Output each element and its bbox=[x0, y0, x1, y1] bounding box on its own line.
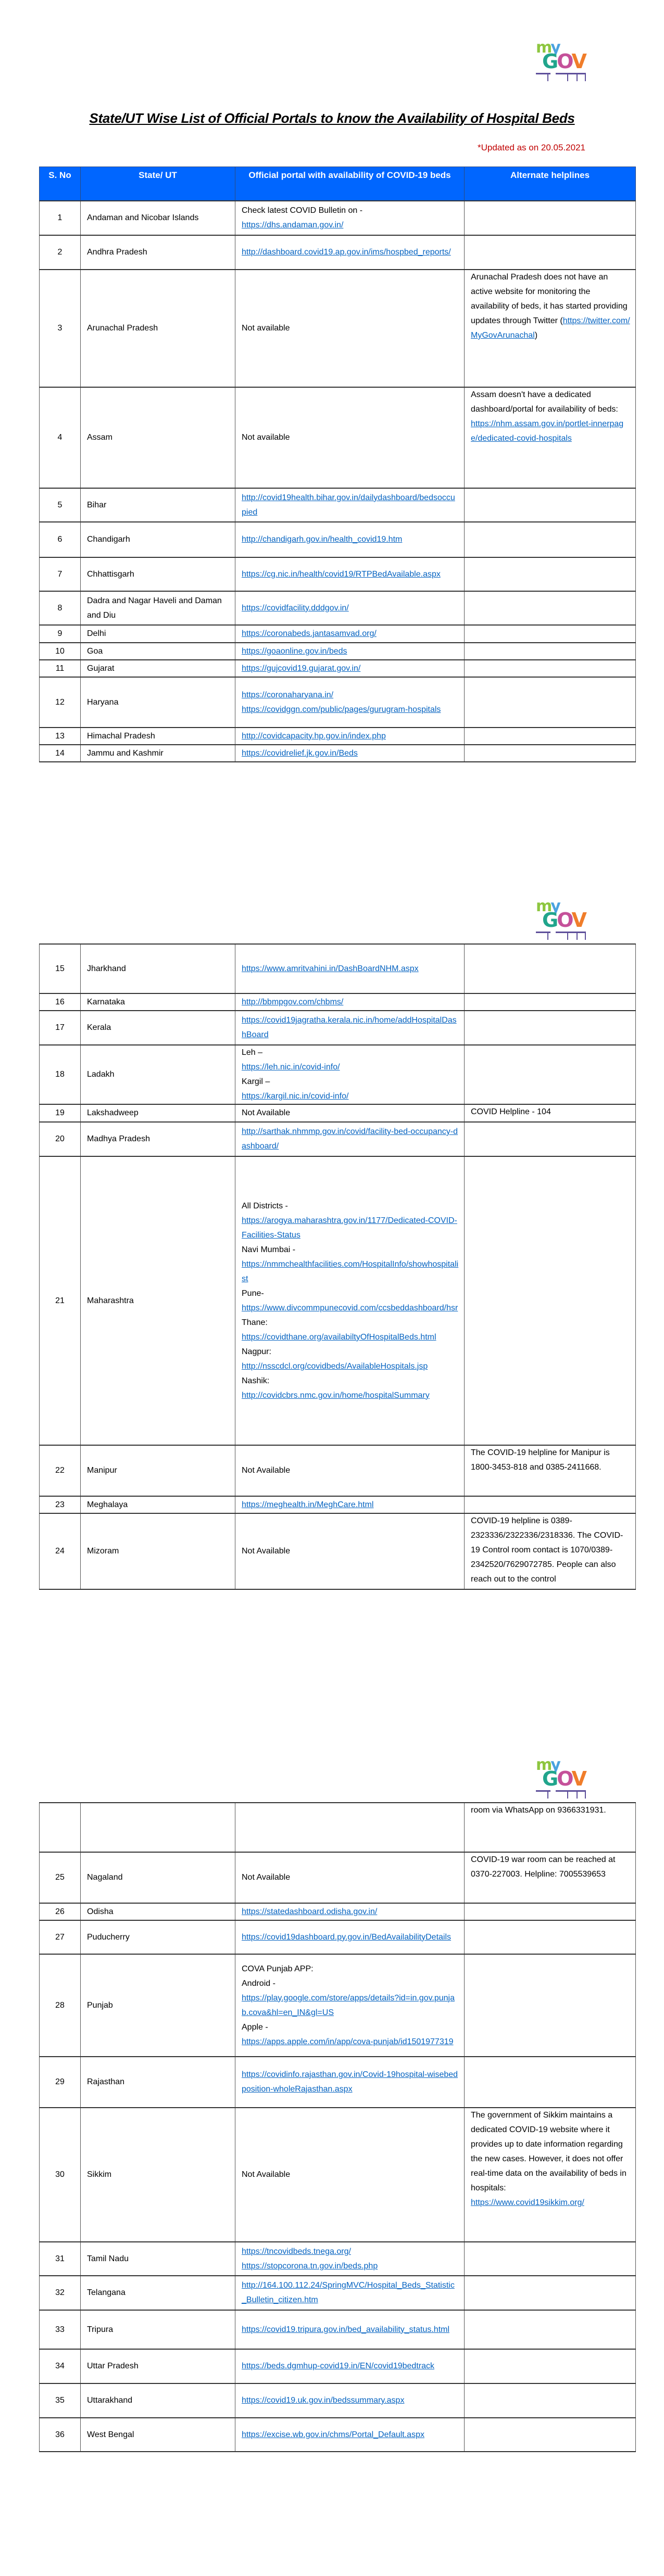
helpline-cell bbox=[465, 677, 636, 728]
table-row bbox=[40, 625, 636, 643]
table-row bbox=[40, 2349, 636, 2383]
portal-link[interactable]: https://meghealth.in/MeghCare.html bbox=[242, 1500, 374, 1509]
state-cell: Lakshadweep bbox=[81, 1104, 235, 1122]
cell-text: Not Available bbox=[242, 1547, 291, 1555]
sno-cell: 13 bbox=[40, 728, 81, 745]
sno-cell: 35 bbox=[40, 2383, 81, 2418]
helpline-cell bbox=[465, 1156, 636, 1445]
table-row bbox=[40, 1045, 636, 1104]
portal-link[interactable]: https://covidrelief.jk.gov.in/Beds bbox=[242, 748, 358, 758]
mygov-logo: my GOV bbox=[535, 900, 587, 941]
helpline-cell bbox=[465, 591, 636, 625]
portal-link[interactable]: https://covid19.uk.gov.in/bedssummary.aspx bbox=[242, 2396, 405, 2405]
state-cell: Kerala bbox=[81, 1011, 235, 1045]
helpline-cell bbox=[465, 1445, 636, 1496]
table-row bbox=[40, 1156, 636, 1445]
cell-text: ) bbox=[534, 331, 538, 340]
helpline-cell bbox=[465, 2349, 636, 2383]
helpline-cell bbox=[465, 2276, 636, 2310]
portal-link[interactable]: https://tncovidbeds.tnega.org/ bbox=[242, 2247, 351, 2256]
state-cell: Delhi bbox=[81, 625, 235, 643]
portal-cell bbox=[235, 1156, 465, 1445]
table-row bbox=[40, 201, 636, 235]
state-cell: Haryana bbox=[81, 677, 235, 728]
portal-cell bbox=[235, 745, 465, 762]
sno-cell: 20 bbox=[40, 1122, 81, 1156]
helpline-cell bbox=[465, 2057, 636, 2108]
state-cell: Madhya Pradesh bbox=[81, 1122, 235, 1156]
helpline-cell bbox=[465, 1513, 636, 1589]
table-row bbox=[40, 944, 636, 993]
portal-cell bbox=[235, 1920, 465, 1954]
helpline-cell bbox=[465, 522, 636, 557]
table-row bbox=[40, 1920, 636, 1954]
portal-cell bbox=[235, 1122, 465, 1156]
helpline-cell bbox=[465, 2418, 636, 2452]
portal-cell bbox=[235, 522, 465, 557]
state-cell: Dadra and Nagar Haveli and Daman and Diu bbox=[81, 591, 235, 625]
cell-text: Pune- bbox=[242, 1289, 264, 1298]
portal-cell bbox=[235, 728, 465, 745]
sno-cell: 7 bbox=[40, 557, 81, 591]
table-row bbox=[40, 993, 636, 1011]
cell-text: All Districts - bbox=[242, 1201, 288, 1210]
sno-cell: 5 bbox=[40, 488, 81, 522]
cell-text: Assam doesn't have a dedicated dashboard/portal for availability of beds: bbox=[471, 390, 618, 414]
helpline-cell bbox=[465, 660, 636, 677]
state-cell: Puducherry bbox=[81, 1920, 235, 1954]
helpline-cell bbox=[465, 2383, 636, 2418]
helpline-cell bbox=[465, 201, 636, 235]
portal-link[interactable]: https://kargil.nic.in/covid-info/ bbox=[242, 1092, 349, 1101]
portal-link[interactable]: http://chandigarh.gov.in/health_covid19.htm bbox=[242, 535, 403, 544]
portal-link[interactable]: http://bbmpgov.com/chbms/ bbox=[242, 997, 344, 1006]
portal-cell bbox=[235, 1104, 465, 1122]
state-cell: Ladakh bbox=[81, 1045, 235, 1104]
portal-link[interactable]: https://nhm.assam.gov.in/portlet-innerpage/dedicated-covid-hospitals bbox=[471, 419, 624, 443]
portal-cell bbox=[235, 1045, 465, 1104]
state-cell: Odisha bbox=[81, 1903, 235, 1920]
table-row bbox=[40, 2108, 636, 2242]
portal-link[interactable]: https://covid19.tripura.gov.in/bed_availability_status.html bbox=[242, 2325, 450, 2334]
helpline-cell bbox=[465, 235, 636, 270]
portal-cell bbox=[235, 944, 465, 993]
portal-link[interactable]: http://dashboard.covid19.ap.gov.in/ims/hospbed_reports/ bbox=[242, 248, 451, 257]
table-row bbox=[40, 2418, 636, 2452]
portal-link[interactable]: https://stopcorona.tn.gov.in/beds.php bbox=[242, 2261, 378, 2271]
portal-cell bbox=[235, 643, 465, 660]
table-row bbox=[40, 1954, 636, 2057]
portal-link[interactable]: https://www.amritvahini.in/DashBoardNHM.aspx bbox=[242, 964, 419, 973]
sno-cell: 15 bbox=[40, 944, 81, 993]
portal-cell bbox=[235, 625, 465, 643]
portal-cell bbox=[235, 1011, 465, 1045]
helpline-cell bbox=[465, 270, 636, 387]
sno-cell: 9 bbox=[40, 625, 81, 643]
table-row bbox=[40, 1445, 636, 1496]
portal-link[interactable]: https://dhs.andaman.gov.in/ bbox=[242, 221, 344, 229]
table-row bbox=[40, 270, 636, 387]
portal-cell bbox=[235, 2108, 465, 2242]
state-cell: Nagaland bbox=[81, 1852, 235, 1903]
table-row bbox=[40, 2057, 636, 2108]
page-title: State/UT Wise List of Official Portals to know the Availability of Hospital Beds bbox=[89, 110, 575, 126]
cell-text: Navi Mumbai - bbox=[242, 1245, 296, 1254]
state-cell: Bihar bbox=[81, 488, 235, 522]
portal-cell bbox=[235, 1513, 465, 1589]
sno-cell: 11 bbox=[40, 660, 81, 677]
state-cell: Jharkhand bbox=[81, 944, 235, 993]
cell-text: Not Available bbox=[242, 1108, 291, 1117]
state-cell: Jammu and Kashmir bbox=[81, 745, 235, 762]
cell-text: The government of Sikkim maintains a dedicated COVID-19 website where it provides up to date information regarding the new cases. However, it does not offer real-time data on the availability of beds in hospitals: bbox=[471, 2111, 627, 2192]
helpline-cell bbox=[465, 728, 636, 745]
portal-cell bbox=[235, 677, 465, 728]
portal-link[interactable]: http://sarthak.nhmmp.gov.in/covid/facility-bed-occupancy-dashboard/ bbox=[242, 1127, 458, 1151]
state-cell: Assam bbox=[81, 387, 235, 488]
helpline-cell bbox=[465, 387, 636, 488]
portal-cell bbox=[235, 387, 465, 488]
table-row bbox=[40, 387, 636, 488]
helpline-cell bbox=[465, 1954, 636, 2057]
state-cell: Rajasthan bbox=[81, 2057, 235, 2108]
helpline-cell bbox=[465, 1852, 636, 1903]
table-row bbox=[40, 677, 636, 728]
state-cell: Uttarakhand bbox=[81, 2383, 235, 2418]
portal-link[interactable]: https://apps.apple.com/in/app/cova-punjab/id1501977319 bbox=[242, 2037, 454, 2046]
cell-text: Nagpur: bbox=[242, 1347, 271, 1356]
sno-cell: 24 bbox=[40, 1513, 81, 1589]
portal-link[interactable]: http://covidcapacity.hp.gov.in/index.php bbox=[242, 731, 386, 741]
sno-cell: 8 bbox=[40, 591, 81, 625]
sno-cell: 1 bbox=[40, 201, 81, 235]
sno-cell: 23 bbox=[40, 1496, 81, 1513]
portal-cell bbox=[235, 1803, 465, 1852]
cell-text: COVA Punjab APP: bbox=[242, 1964, 314, 1973]
sno-cell: 22 bbox=[40, 1445, 81, 1496]
table-row bbox=[40, 488, 636, 522]
portal-link[interactable]: https://play.google.com/store/apps/details?id=in.gov.punjab.cova&hl=en_IN&gl=US bbox=[242, 1993, 455, 2017]
table-row bbox=[40, 1513, 636, 1589]
helpline-cell bbox=[465, 625, 636, 643]
sno-cell: 36 bbox=[40, 2418, 81, 2452]
portal-link[interactable]: http://164.100.112.24/SpringMVC/Hospital_Beds_Statistic_Bulletin_citizen.htm bbox=[242, 2281, 455, 2304]
portal-link[interactable]: https://covidggn.com/public/pages/gurugram-hospitals bbox=[242, 705, 441, 714]
portal-cell bbox=[235, 2276, 465, 2310]
cell-text: COVID Helpline - 104 bbox=[471, 1107, 551, 1116]
helpline-cell bbox=[465, 643, 636, 660]
helpline-cell bbox=[465, 1122, 636, 1156]
table-row bbox=[40, 2310, 636, 2349]
logo-tagline bbox=[536, 932, 586, 940]
portal-link[interactable]: https://covid19dashboard.py.gov.in/BedAvailabilityDetails bbox=[242, 1932, 452, 1942]
portal-cell bbox=[235, 660, 465, 677]
sno-cell: 17 bbox=[40, 1011, 81, 1045]
sno-cell: 29 bbox=[40, 2057, 81, 2108]
cell-text: Kargil – bbox=[242, 1077, 270, 1086]
cell-text: Not available bbox=[242, 433, 290, 442]
sno-cell: 12 bbox=[40, 677, 81, 728]
table-row bbox=[40, 235, 636, 270]
portal-cell bbox=[235, 557, 465, 591]
portal-cell bbox=[235, 1445, 465, 1496]
portal-link[interactable]: https://nmmchealthfacilities.com/HospitalInfo/showhospitalist bbox=[242, 1259, 459, 1283]
table-row bbox=[40, 1852, 636, 1903]
helpline-cell bbox=[465, 1045, 636, 1104]
sno-cell: 19 bbox=[40, 1104, 81, 1122]
portal-cell bbox=[235, 2310, 465, 2349]
sno-cell: 6 bbox=[40, 522, 81, 557]
cell-text: Not Available bbox=[242, 1466, 291, 1475]
sno-cell: 10 bbox=[40, 643, 81, 660]
portal-link[interactable]: https://coronabeds.jantasamvad.org/ bbox=[242, 629, 377, 638]
helpline-cell bbox=[465, 993, 636, 1011]
table-row bbox=[40, 1803, 636, 1852]
portal-cell bbox=[235, 2242, 465, 2276]
sno-cell: 16 bbox=[40, 993, 81, 1011]
header-sno: S. No bbox=[40, 167, 81, 201]
portals-table-page-2 bbox=[39, 943, 636, 1590]
portal-link[interactable]: https://statedashboard.odisha.gov.in/ bbox=[242, 1907, 378, 1916]
state-cell: Andaman and Nicobar Islands bbox=[81, 201, 235, 235]
portal-cell bbox=[235, 1903, 465, 1920]
portal-link[interactable]: https://coronaharyana.in/ bbox=[242, 690, 334, 699]
portal-link[interactable]: https://twitter.com/MyGovArunachal bbox=[471, 316, 630, 340]
state-cell: Goa bbox=[81, 643, 235, 660]
cell-text: room via WhatsApp on 9366331931. bbox=[471, 1806, 606, 1815]
table-row bbox=[40, 591, 636, 625]
sno-cell: 28 bbox=[40, 1954, 81, 2057]
helpline-cell bbox=[465, 1011, 636, 1045]
helpline-cell bbox=[465, 2310, 636, 2349]
portal-link[interactable]: https://www.covid19sikkim.org/ bbox=[471, 2198, 584, 2207]
cell-text: The COVID-19 helpline for Manipur is 1800-3453-818 and 0385-2411668. bbox=[471, 1448, 610, 1472]
table-row bbox=[40, 1011, 636, 1045]
sno-cell: 26 bbox=[40, 1903, 81, 1920]
cell-text: Apple - bbox=[242, 2022, 268, 2032]
helpline-cell bbox=[465, 2242, 636, 2276]
cell-text: Thane: bbox=[242, 1318, 268, 1327]
sno-cell: 18 bbox=[40, 1045, 81, 1104]
portal-link[interactable]: https://covid19jagratha.kerala.nic.in/home/addHospitalDashBoard bbox=[242, 1016, 457, 1039]
state-cell: Arunachal Pradesh bbox=[81, 270, 235, 387]
sno-cell: 2 bbox=[40, 235, 81, 270]
cell-text: Not available bbox=[242, 324, 290, 333]
helpline-cell bbox=[465, 1903, 636, 1920]
table-row bbox=[40, 728, 636, 745]
state-cell: Chandigarh bbox=[81, 522, 235, 557]
helpline-cell bbox=[465, 1803, 636, 1852]
portal-cell bbox=[235, 591, 465, 625]
state-cell: Meghalaya bbox=[81, 1496, 235, 1513]
portal-link[interactable]: https://excise.wb.gov.in/chms/Portal_Default.aspx bbox=[242, 2430, 424, 2439]
portal-link[interactable]: https://covidinfo.rajasthan.gov.in/Covid-19hospital-wisebedposition-wholeRajasthan.aspx bbox=[242, 2070, 458, 2094]
state-cell: Maharashtra bbox=[81, 1156, 235, 1445]
sno-cell: 4 bbox=[40, 387, 81, 488]
portal-link[interactable]: https://goaonline.gov.in/beds bbox=[242, 646, 347, 656]
portal-link[interactable]: http://covidcbrs.nmc.gov.in/home/hospitalSummary bbox=[242, 1391, 430, 1400]
cell-text: COVID-19 helpline is 0389-2323336/2322336/2318336. The COVID-19 Control room contact is 1070/0389-2342520/7629072785. People can also reach out to the control bbox=[471, 1516, 623, 1584]
table-row bbox=[40, 1496, 636, 1513]
header-state: State/ UT bbox=[81, 167, 235, 201]
cell-text: Not Available bbox=[242, 1873, 291, 1882]
sno-cell: 27 bbox=[40, 1920, 81, 1954]
state-cell: Karnataka bbox=[81, 993, 235, 1011]
portal-link[interactable]: https://gujcovid19.gujarat.gov.in/ bbox=[242, 664, 361, 673]
state-cell: Sikkim bbox=[81, 2108, 235, 2242]
sno-cell: 3 bbox=[40, 270, 81, 387]
cell-text: Check latest COVID Bulletin on - bbox=[242, 206, 363, 215]
table-row bbox=[40, 2276, 636, 2310]
mygov-logo: my GOV bbox=[535, 42, 587, 82]
portal-link[interactable]: https://covidthane.org/availabiltyOfHospitalBeds.html bbox=[242, 1332, 436, 1342]
portal-cell bbox=[235, 2349, 465, 2383]
state-cell: Tamil Nadu bbox=[81, 2242, 235, 2276]
portal-cell bbox=[235, 2057, 465, 2108]
updated-date: *Updated as on 20.05.2021 bbox=[477, 143, 585, 152]
state-cell: Chhattisgarh bbox=[81, 557, 235, 591]
state-cell: Uttar Pradesh bbox=[81, 2349, 235, 2383]
state-cell: Manipur bbox=[81, 1445, 235, 1496]
table-row bbox=[40, 522, 636, 557]
table-row bbox=[40, 557, 636, 591]
helpline-cell bbox=[465, 1920, 636, 1954]
mygov-logo: my GOV bbox=[535, 1759, 587, 1800]
sno-cell: 34 bbox=[40, 2349, 81, 2383]
sno-cell: 33 bbox=[40, 2310, 81, 2349]
table-row bbox=[40, 2242, 636, 2276]
logo-tagline bbox=[536, 1790, 586, 1799]
sno-cell: 32 bbox=[40, 2276, 81, 2310]
portal-cell bbox=[235, 488, 465, 522]
table-row bbox=[40, 643, 636, 660]
helpline-cell bbox=[465, 2108, 636, 2242]
portal-cell bbox=[235, 2418, 465, 2452]
state-cell bbox=[81, 1803, 235, 1852]
table-row bbox=[40, 1104, 636, 1122]
portal-cell bbox=[235, 1954, 465, 2057]
portal-cell bbox=[235, 201, 465, 235]
helpline-cell bbox=[465, 488, 636, 522]
header-helplines: Alternate helplines bbox=[465, 167, 636, 201]
portal-cell bbox=[235, 235, 465, 270]
cell-text: Nashik: bbox=[242, 1376, 270, 1385]
logo-tagline bbox=[536, 73, 586, 81]
state-cell: Punjab bbox=[81, 1954, 235, 2057]
sno-cell bbox=[40, 1803, 81, 1852]
helpline-cell bbox=[465, 944, 636, 993]
sno-cell: 30 bbox=[40, 2108, 81, 2242]
table-row bbox=[40, 1122, 636, 1156]
portal-link[interactable]: https://beds.dgmhup-covid19.in/EN/covid19bedtrack bbox=[242, 2362, 434, 2370]
cell-text: Leh – bbox=[242, 1048, 263, 1057]
helpline-cell bbox=[465, 1496, 636, 1513]
helpline-cell bbox=[465, 745, 636, 762]
table-row bbox=[40, 2383, 636, 2418]
state-cell: Tripura bbox=[81, 2310, 235, 2349]
portal-link[interactable]: https://covidfacility.dddgov.in/ bbox=[242, 603, 349, 613]
sno-cell: 31 bbox=[40, 2242, 81, 2276]
cell-text: Arunachal Pradesh does not have an active website for monitoring the availability of beds, it has started providing updates through Twitter ( bbox=[471, 273, 628, 325]
portal-link[interactable]: https://www.divcommpunecovid.com/ccsbeddashboard/hsr bbox=[242, 1303, 458, 1312]
state-cell: Telangana bbox=[81, 2276, 235, 2310]
table-row bbox=[40, 660, 636, 677]
sno-cell: 21 bbox=[40, 1156, 81, 1445]
table-row bbox=[40, 1903, 636, 1920]
state-cell: West Bengal bbox=[81, 2418, 235, 2452]
portal-cell bbox=[235, 270, 465, 387]
portals-table-page-1 bbox=[39, 167, 636, 762]
table-header-row bbox=[40, 167, 636, 201]
portal-cell bbox=[235, 1496, 465, 1513]
portal-link[interactable]: http://covid19health.bihar.gov.in/dailydashboard/bedsoccupied bbox=[242, 493, 455, 517]
state-cell: Gujarat bbox=[81, 660, 235, 677]
portal-cell bbox=[235, 2383, 465, 2418]
portal-link[interactable]: https://leh.nic.in/covid-info/ bbox=[242, 1063, 340, 1072]
sno-cell: 14 bbox=[40, 745, 81, 762]
portal-link[interactable]: https://cg.nic.in/health/covid19/RTPBedAvailable.aspx bbox=[242, 569, 441, 579]
state-cell: Andhra Pradesh bbox=[81, 235, 235, 270]
cell-text: COVID-19 war room can be reached at 0370-227003. Helpline: 7005539653 bbox=[471, 1855, 616, 1879]
portals-table-page-3 bbox=[39, 1802, 636, 2452]
table-row bbox=[40, 745, 636, 762]
header-portal: Official portal with availability of COVID-19 beds bbox=[235, 167, 465, 201]
cell-text: Android - bbox=[242, 1979, 275, 1988]
state-cell: Himachal Pradesh bbox=[81, 728, 235, 745]
portal-cell bbox=[235, 1852, 465, 1903]
portal-cell bbox=[235, 993, 465, 1011]
cell-text: Not Available bbox=[242, 2170, 291, 2179]
helpline-cell bbox=[465, 557, 636, 591]
portal-link[interactable]: https://arogya.maharashtra.gov.in/1177/Dedicated-COVID-Facilities-Status bbox=[242, 1216, 457, 1240]
helpline-cell bbox=[465, 1104, 636, 1122]
portal-link[interactable]: http://nsscdcl.org/covidbeds/AvailableHospitals.jsp bbox=[242, 1361, 428, 1371]
state-cell: Mizoram bbox=[81, 1513, 235, 1589]
sno-cell: 25 bbox=[40, 1852, 81, 1903]
